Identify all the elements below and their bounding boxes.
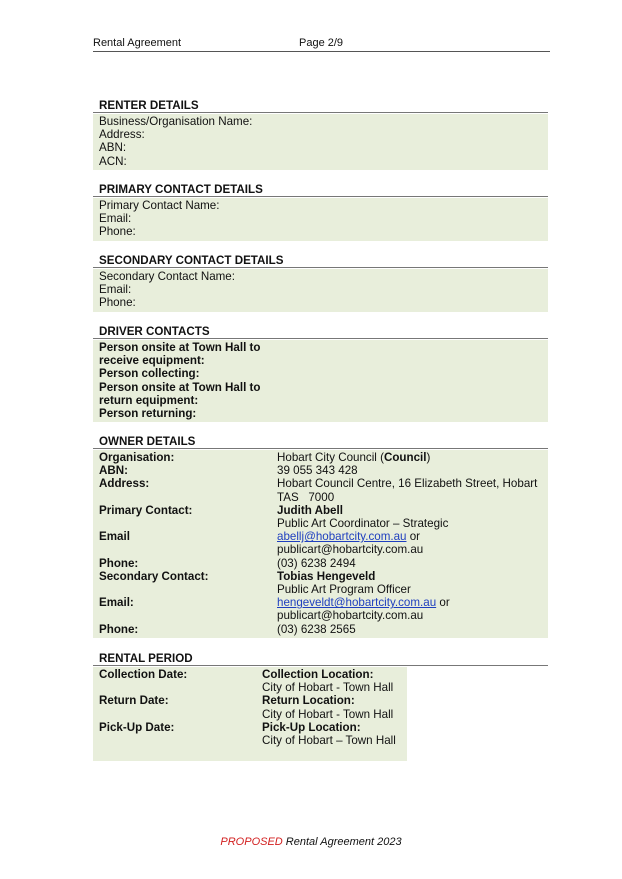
secondary-phone-row	[99, 623, 548, 636]
footer-text: Rental Agreement 2023	[282, 836, 402, 848]
owner-details-box	[93, 450, 548, 638]
person-collecting-label: Person collecting:	[99, 367, 200, 381]
onsite-receive-label: Person onsite at Town Hall to	[99, 341, 261, 354]
secondary-contact-row	[99, 570, 548, 596]
secondary-email-value: hengeveldt@hobartcity.com.au or publicart@hobartcity.com.au	[277, 596, 450, 623]
abn-label: ABN:	[99, 464, 128, 478]
primary-contact-name-label: Primary Contact Name:	[99, 199, 220, 212]
section-title: DRIVER CONTACTS	[93, 325, 548, 339]
abn-value: 39 055 343 428	[277, 464, 358, 478]
address-row	[99, 477, 548, 503]
return-location: Return Location: City of Hobart - Town Hall	[262, 694, 394, 721]
pickup-row	[99, 721, 407, 747]
phone-label: Phone:	[99, 622, 139, 636]
abn-label: ABN:	[99, 141, 127, 155]
secondary-email-row	[99, 596, 548, 622]
collection-date-label: Collection Date:	[99, 668, 188, 681]
primary-email-value: abellj@hobartcity.com.au or publicart@hobartcity.com.au	[277, 530, 424, 557]
address-value: Hobart Council Centre, 16 Elizabeth Street, Hobart TAS 7000	[277, 477, 538, 504]
section-title: PRIMARY CONTACT DETAILS	[93, 183, 548, 197]
secondary-contact-value: Tobias Hengeveld Public Art Program Officer	[277, 569, 411, 597]
email-label: Email:	[99, 596, 134, 610]
secondary-contact-section	[93, 254, 548, 312]
primary-contact-value: Judith Abell Public Art Coordinator – Strategic	[277, 503, 449, 531]
primary-email-row	[99, 530, 548, 556]
return-date-label: Return Date:	[99, 694, 169, 708]
organisation-row	[99, 451, 548, 464]
rental-period-box	[93, 667, 407, 761]
pickup-date-label: Pick-Up Date:	[99, 720, 175, 734]
owner-details-section	[93, 435, 548, 638]
pickup-location: Pick-Up Location: City of Hobart – Town Hall	[262, 720, 396, 748]
primary-contact-box	[93, 198, 548, 241]
section-title: SECONDARY CONTACT DETAILS	[93, 254, 548, 268]
primary-contact-label: Primary Contact:	[99, 503, 193, 517]
page-footer	[0, 836, 622, 848]
onsite-return-label: Person onsite at Town Hall to	[99, 380, 261, 394]
secondary-contact-name-label: Secondary Contact Name:	[99, 270, 235, 283]
onsite-return-label-cont: return equipment:	[99, 393, 199, 407]
business-name-label: Business/Organisation Name:	[99, 115, 253, 128]
primary-email-link[interactable]: abellj@hobartcity.com.au	[277, 530, 407, 544]
primary-email-label: Email:	[99, 212, 132, 226]
address-label: Address:	[99, 128, 145, 142]
collection-row	[99, 668, 407, 694]
address-label: Address:	[99, 477, 150, 491]
secondary-contact-label: Secondary Contact:	[99, 569, 209, 583]
driver-contacts-section	[93, 325, 548, 422]
header-page-number: Page 2/9	[299, 37, 344, 49]
collection-location: Collection Location: City of Hobart - Town Hall	[262, 668, 394, 695]
renter-details-box	[93, 114, 548, 170]
section-title: RENTAL PERIOD	[93, 652, 548, 666]
secondary-phone-label: Phone:	[99, 296, 136, 310]
rental-period-section	[93, 652, 548, 761]
email-label: Email	[99, 530, 130, 544]
header-doc-title: Rental Agreement	[93, 37, 182, 49]
renter-details-section	[93, 99, 548, 170]
primary-phone-value: (03) 6238 2494	[277, 556, 356, 570]
driver-contacts-box	[93, 340, 548, 422]
person-returning-label: Person returning:	[99, 407, 197, 421]
primary-contact-row	[99, 504, 548, 530]
organisation-value: Hobart City Council (Council)	[277, 451, 431, 464]
page-header	[93, 37, 550, 52]
secondary-contact-box	[93, 269, 548, 312]
section-title: OWNER DETAILS	[93, 435, 548, 449]
section-title: RENTER DETAILS	[93, 99, 548, 113]
secondary-phone-value: (03) 6238 2565	[277, 622, 356, 636]
primary-phone-row	[99, 557, 548, 570]
acn-label: ACN:	[99, 154, 127, 168]
onsite-receive-label-cont: receive equipment:	[99, 354, 205, 368]
phone-label: Phone:	[99, 556, 139, 570]
footer-proposed: PROPOSED	[220, 836, 283, 848]
abn-row	[99, 464, 548, 477]
primary-contact-section	[93, 183, 548, 241]
primary-phone-label: Phone:	[99, 225, 136, 239]
secondary-email-link[interactable]: hengeveldt@hobartcity.com.au	[277, 596, 437, 610]
organisation-label: Organisation:	[99, 451, 175, 464]
secondary-email-label: Email:	[99, 283, 132, 297]
return-row	[99, 694, 407, 720]
